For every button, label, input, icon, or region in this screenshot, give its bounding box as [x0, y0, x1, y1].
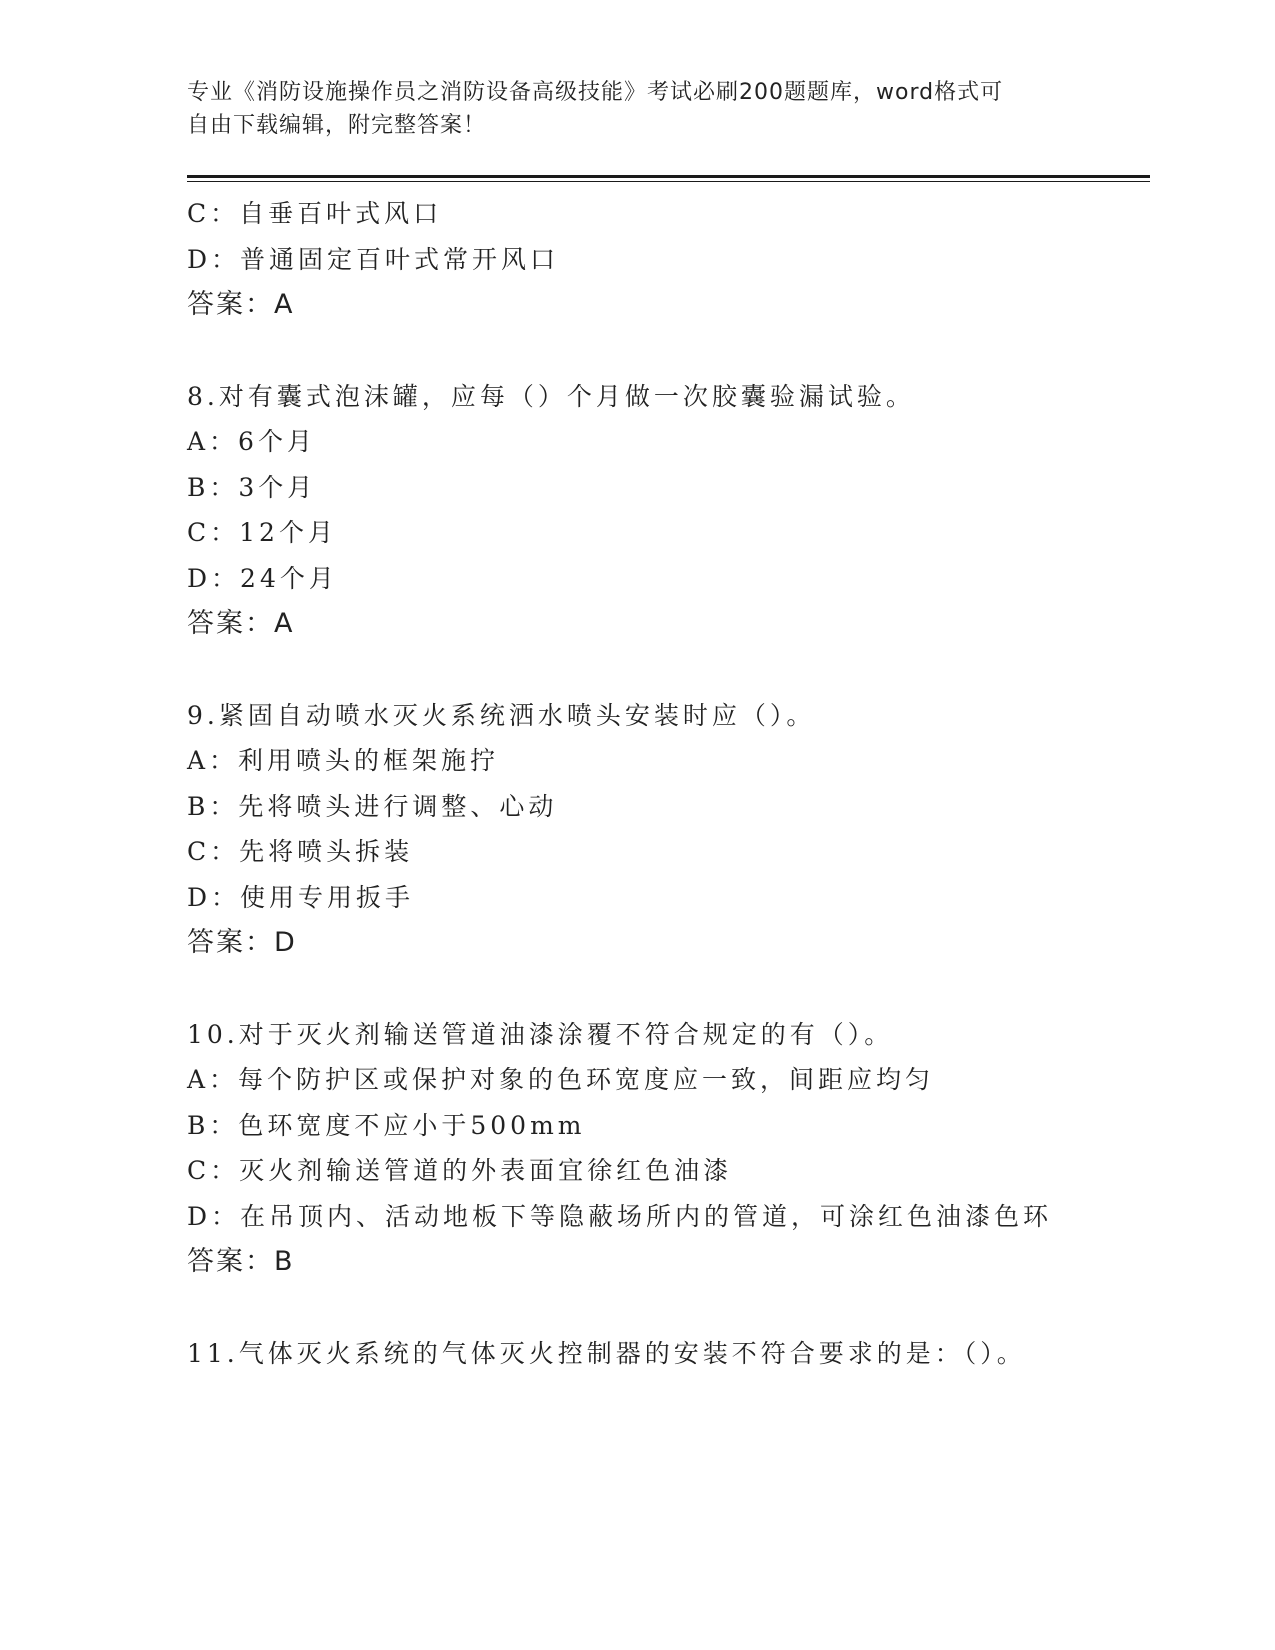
question-11 [187, 1331, 1150, 1377]
header-line-1: 专业《消防设施操作员之消防设备高级技能》考试必刷200题题库，word格式可 [187, 80, 1004, 105]
header-line-2: 自由下载编辑，附完整答案！ [187, 113, 487, 138]
answer-line: 答案：A [187, 289, 295, 320]
question-stem: 11.气体灭火系统的气体灭火控制器的安装不符合要求的是：（）。 [187, 1338, 1026, 1368]
question-stem: 8.对有囊式泡沫罐，应每（）个月做一次胶囊验漏试验。 [187, 381, 915, 411]
spacer [187, 1285, 1150, 1331]
spacer [187, 647, 1150, 693]
option-a: A：每个防护区或保护对象的色环宽度应一致，间距应均匀 [187, 1065, 935, 1094]
option-c: C：先将喷头拆装 [187, 837, 414, 866]
option-b: B：色环宽度不应小于500mm [187, 1110, 586, 1140]
spacer [187, 966, 1150, 1012]
answer-line: 答案：B [187, 1246, 295, 1277]
spacer [187, 328, 1150, 374]
option-b: B：3个月 [187, 472, 317, 502]
option-b: B：先将喷头进行调整、心动 [187, 791, 558, 821]
option-d: D：使用专用扳手 [187, 882, 415, 912]
answer-line: 答案：A [187, 608, 295, 639]
question-list [187, 191, 1150, 1376]
question-9 [187, 693, 1150, 966]
option-d: D：24个月 [187, 563, 338, 593]
answer-line: 答案：D [187, 927, 297, 958]
option-a: A：6个月 [187, 427, 316, 456]
question-stem: 10.对于灭火剂输送管道油漆涂覆不符合规定的有（）。 [187, 1019, 894, 1049]
option-d: D：普通固定百叶式常开风口 [187, 244, 560, 274]
question-stem: 9.紧固自动喷水灭火系统洒水喷头安装时应（）。 [187, 700, 816, 730]
question-7-tail [187, 191, 1150, 328]
option-d: D：在吊顶内、活动地板下等隐蔽场所内的管道，可涂红色油漆色环 [187, 1201, 1053, 1231]
question-10 [187, 1012, 1150, 1285]
question-8 [187, 374, 1150, 647]
option-c: C：灭火剂输送管道的外表面宜徐红色油漆 [187, 1156, 733, 1185]
option-c: C：12个月 [187, 518, 337, 547]
document-header [187, 76, 1067, 142]
option-a: A：利用喷头的框架施拧 [187, 746, 500, 775]
option-c: C：自垂百叶式风口 [187, 199, 443, 228]
header-divider-thin [187, 181, 1150, 182]
header-divider-thick [187, 175, 1150, 178]
